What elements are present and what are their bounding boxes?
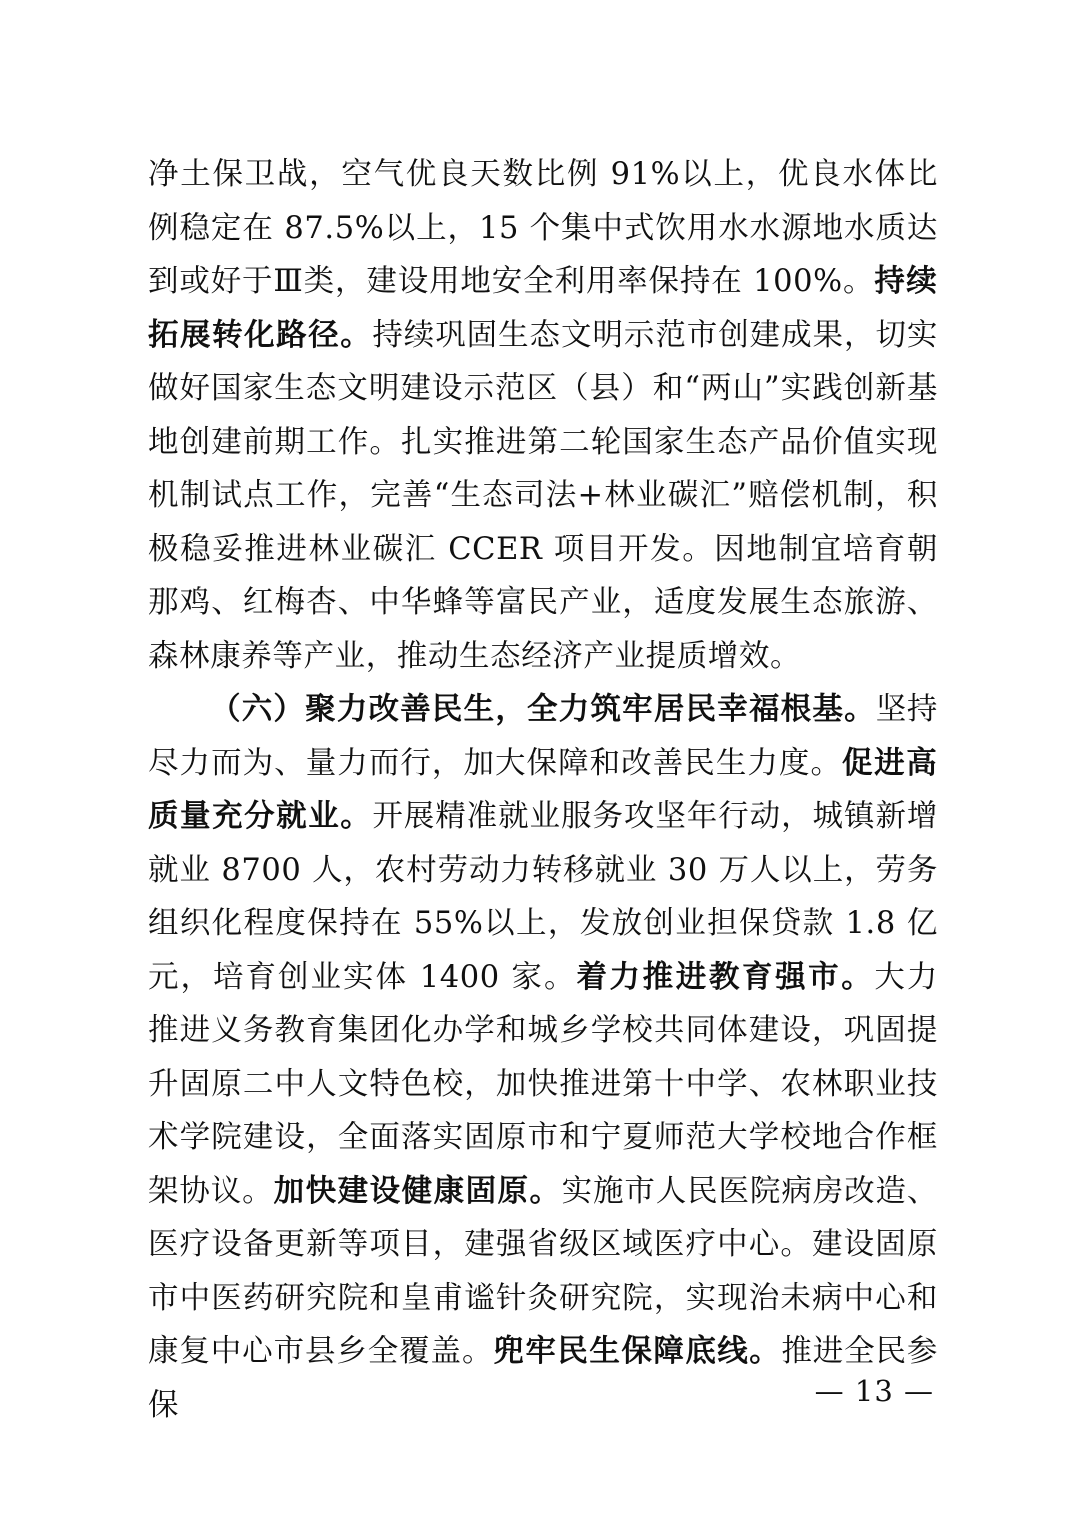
emphasis-run: （六）聚力改善民生，全力筑牢居民幸福根基。 [210,691,876,727]
paragraph-ecology [148,148,938,683]
text-run: 推进全民参保 [148,1334,938,1423]
text-run: 大力推进义务教育集团化办学和城乡学校共同体建设，巩固提升固原二中人文特色校，加快推进第十中学、农林职业技术学院建设，全面落实固原市和宁夏师范大学校地合作框架协议。 [148,959,938,1209]
text-run: 开展精准就业服务攻坚年行动，城镇新增就业 8700 人，农村劳动力转移就业 30 万人以上，劳务组织化程度保持在 55%以上，发放创业担保贷款 1.8 亿元，培育创业实体 1400 家。 [148,799,938,995]
document-body [148,148,938,1432]
text-run: 实施市人民医院病房改造、医疗设备更新等项目，建强省级区域医疗中心。建设固原市中医药研究院和皇甫谧针灸研究院，实现治未病中心和康复中心市县乡全覆盖。 [148,1173,939,1369]
emphasis-run: 促进高质量充分就业。 [148,744,938,834]
emphasis-run: 持续拓展转化路径。 [148,263,938,353]
emphasis-run: 加快建设健康固原。 [273,1172,562,1209]
emphasis-run: 着力推进教育强市。 [576,958,875,995]
text-run: 坚持尽力而为、量力而行，加大保障和改善民生力度。 [148,692,939,781]
emphasis-run: 兜牢民生保障底线。 [493,1333,782,1369]
text-run: 净土保卫战，空气优良天数比例 91%以上，优良水体比例稳定在 87.5%以上，15 个集中式饮用水水源地水质达到或好于Ⅲ类，建设用地安全利用率保持在 100%。 [148,157,938,299]
page-number: — 13 — [814,1374,934,1408]
text-run: 持续巩固生态文明示范市创建成果，切实做好国家生态文明建设示范区（县）和“两山”实践创新基地创建前期工作。扎实推进第二轮国家生态产品价值实现机制试点工作，完善“生态司法+林业碳汇”赔偿机制，积极稳妥推进林业碳汇 CCER 项目开发。因地制宜培育朝那鸡、红梅杏、中华蜂等富民产业，适度发展生态旅游、森林康养等产业，推动生态经济产业提质增效。 [148,317,938,674]
paragraph-livelihood [148,683,938,1432]
